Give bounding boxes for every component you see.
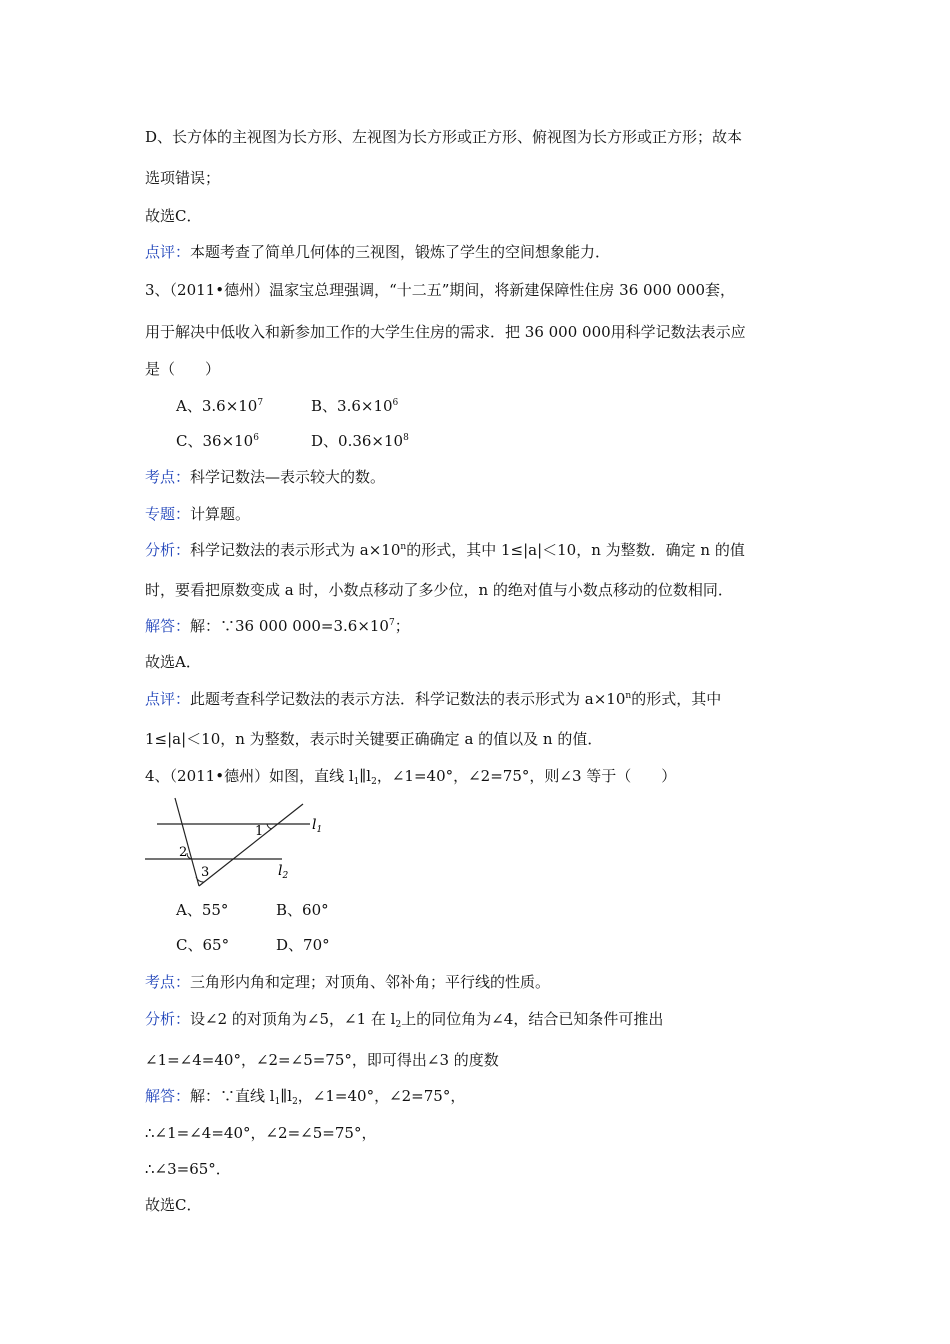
q4-option-d: D、70° (276, 936, 330, 954)
q3-stem-line3: 是（ ） (145, 360, 221, 378)
transversal-left (175, 798, 199, 886)
q3-review-line2: 1≤|a|＜10，n 为整数，表示时关键要正确确定 a 的值以及 n 的值． (145, 730, 603, 748)
q3-option-c: C、$36\times 10^6$ (176, 432, 259, 450)
q4-option-a: A、55° (176, 901, 229, 919)
q2-option-d-line1: D、长方体的主视图为长方形、左视图为长方形或正方形、俯视图为长方形或正方形；故本 (145, 128, 743, 146)
q4-kaodian: 考点：三角形内角和定理；对顶角、邻补角；平行线的性质。 (145, 973, 551, 991)
q4-fenxi-line1: 分析：设∠2 的对顶角为∠5，∠1 在 $l_2$上的同位角为∠4，结合已知条件可推出 (145, 1010, 664, 1030)
review-label: 点评： (145, 243, 191, 261)
q4-answer: 故选C． (145, 1196, 202, 1214)
q3-option-d: D、$0.36\times 10^8$ (311, 432, 409, 450)
q4-fenxi-line2: ∠1=∠4=40°，∠2=∠5=75°，即可得出∠3 的度数 (145, 1051, 499, 1069)
fenxi-label: 分析： (145, 541, 191, 559)
q2-review (145, 242, 610, 262)
q3-option-a: A、$3.6\times 10^7$ (176, 397, 264, 415)
review-label: 点评： (145, 690, 191, 708)
q3-option-b: B、$3.6\times 10^6$ (311, 397, 399, 415)
angle1-arc (267, 824, 272, 829)
q2-answer: 故选C． (145, 207, 202, 225)
q2-option-d-line2: 选项错误； (145, 169, 221, 187)
q4-option-c: C、65° (176, 936, 230, 954)
q3-review-line1: 点评：此题考查科学记数法的表示方法．科学记数法的表示形式为 $a\times 10^n$的形式，其中 (145, 690, 722, 708)
q3-stem-line1: 3、（2011•德州）温家宝总理强调，“十二五”期间，将新建保障性住房 36 000 000套， (145, 281, 736, 299)
q4-stem: 4、（2011•德州）如图，直线 $l_1\parallel l_2$，∠1=40°，∠2=75°，则∠3 等于（ ） (145, 767, 677, 787)
q4-options-row1 (176, 900, 329, 920)
q3-options-row2 (176, 431, 409, 451)
q3-fenxi-line1: 分析：科学记数法的表示形式为 $a\times 10^n$的形式，其中 1≤|a|＜10，n 为整数．确定 n 的值 (145, 541, 745, 559)
q3-kaodian: 考点：科学记数法—表示较大的数。 (145, 468, 386, 486)
q3-jieda: 解答：解：∵36 000 $000=3.6\times 10^7$； (145, 617, 410, 635)
jieda-label: 解答： (145, 617, 191, 635)
q3-stem-line2: 用于解决中低收入和新参加工作的大学生住房的需求．把 36 000 000用科学记数法表示应 (145, 323, 746, 341)
q4-jieda-line2: ∴∠1=∠4=40°，∠2=∠5=75°， (145, 1124, 377, 1142)
fenxi-label: 分析： (145, 1010, 191, 1028)
angle1-label: 1 (255, 824, 264, 839)
q3-options-row1 (176, 396, 398, 416)
l2-label: $l_2$ (278, 863, 289, 881)
zhuanti-label: 专题： (145, 505, 191, 523)
q4-options-row2 (176, 935, 330, 955)
kaodian-label: 考点： (145, 468, 191, 486)
kaodian-label: 考点： (145, 973, 191, 991)
q4-jieda-line1: 解答：解：∵直线 $l_1\parallel l_2$，∠1=40°，∠2=75°， (145, 1087, 466, 1107)
q3-zhuanti: 专题：计算题。 (145, 505, 251, 523)
angle3-label: 3 (201, 865, 210, 880)
review-text: 本题考查了简单几何体的三视图，锻炼了学生的空间想象能力． (190, 243, 611, 261)
parallel-lines-figure (145, 796, 330, 891)
q4-option-b: B、60° (276, 901, 329, 919)
angle2-label: 2 (179, 845, 188, 860)
l1-label: $l_1$ (312, 817, 323, 835)
q3-answer: 故选A． (145, 653, 201, 671)
q3-fenxi-line2: 时，要看把原数变成 a 时，小数点移动了多少位，n 的绝对值与小数点移动的位数相同． (145, 581, 733, 599)
jieda-label: 解答： (145, 1087, 191, 1105)
q4-jieda-line3: ∴∠3=65°． (145, 1160, 231, 1178)
